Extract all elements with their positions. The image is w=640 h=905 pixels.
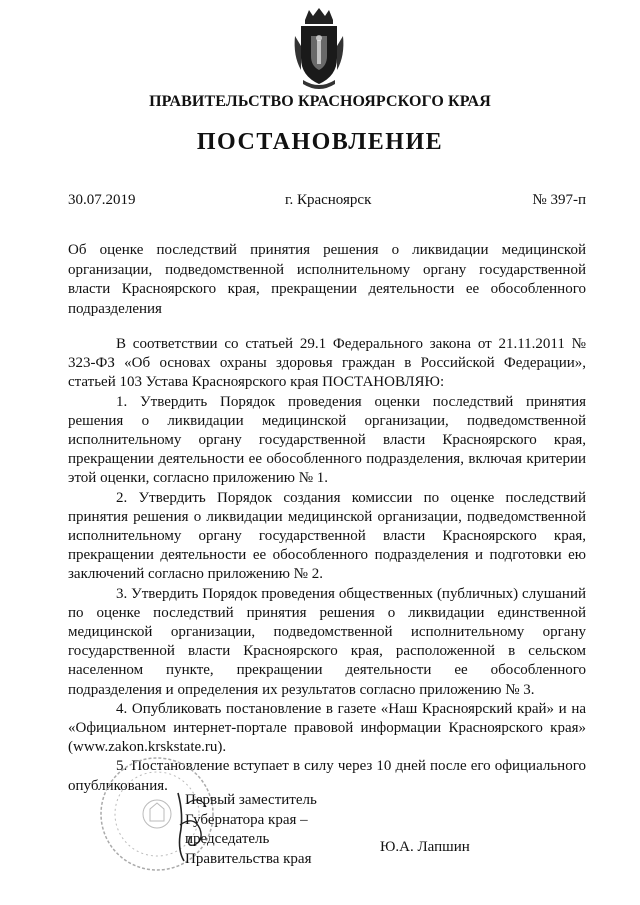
document-type: ПОСТАНОВЛЕНИЕ [196, 129, 444, 155]
document-date: 30.07.2019 [68, 192, 136, 208]
list-item: 4. Опубликовать постановление в газете «Наш Красноярский край» и на «Официальном интернет-портале правовой информации Красноярского края» (www.zakon.krskstate.ru). [68, 700, 586, 756]
document-number: № 397-п [532, 192, 586, 208]
list-item: 3. Утвердить Порядок проведения общественных (публичных) слушаний по оценке последствий принятия решения о ликвидации единственной медицинской организации, подведомственной исполнительному органу государственной власти Красноярского края, расположенной в сельском населенном пункте, прекращении деятельности ее обособленного подразделения и определения их результатов согласно приложению № 3. [68, 585, 586, 698]
list-item: 2. Утвердить Порядок создания комиссии по оценке последствий принятия решения о ликвидации медицинской организации, подведомственной исполнительному органу государственной власти Красноярского края, прекращении деятельности ее обособленного подразделения и подготовки ею заключений согласно приложению № 2. [68, 489, 586, 583]
position-line: Правительства края [185, 850, 312, 867]
position-line: Первый заместитель [185, 792, 317, 808]
document-city: г. Красноярск [285, 192, 372, 208]
signatory-name: Ю.А. Лапшин [380, 839, 470, 855]
preamble: В соответствии со статьей 29.1 Федерального закона от 21.11.2011 № 323-ФЗ «Об основах охраны здоровья граждан в Российской Федерации», статьей 103 Устава Красноярского края ПОСТАНОВЛЯЮ: [68, 336, 586, 391]
document-body [68, 335, 586, 796]
position-line: председатель [185, 831, 270, 847]
position-line: Губернатора края – [185, 811, 308, 828]
government-title: ПРАВИТЕЛЬСТВО КРАСНОЯРСКОГО КРАЯ [149, 93, 491, 110]
list-item: 1. Утвердить Порядок проведения оценки последствий принятия решения о ликвидации медицинской организации, подведомственной исполнительному органу государственной власти Красноярского края, прекращении деятельности ее обособленного подразделения, включая критерии этой оценки, согласно приложению № 1. [68, 393, 586, 487]
coat-of-arms-icon [291, 6, 347, 90]
list-item: 5. Постановление вступает в силу через 10 дней после его официального опубликования. [68, 758, 586, 794]
document-subject: Об оценке последствий принятия решения о ликвидации медицинской организации, подведомственной исполнительному органу государственной власти Красноярского края, прекращении деятельности ее обособленного подразделения [68, 242, 586, 317]
signatory-position [185, 791, 317, 869]
